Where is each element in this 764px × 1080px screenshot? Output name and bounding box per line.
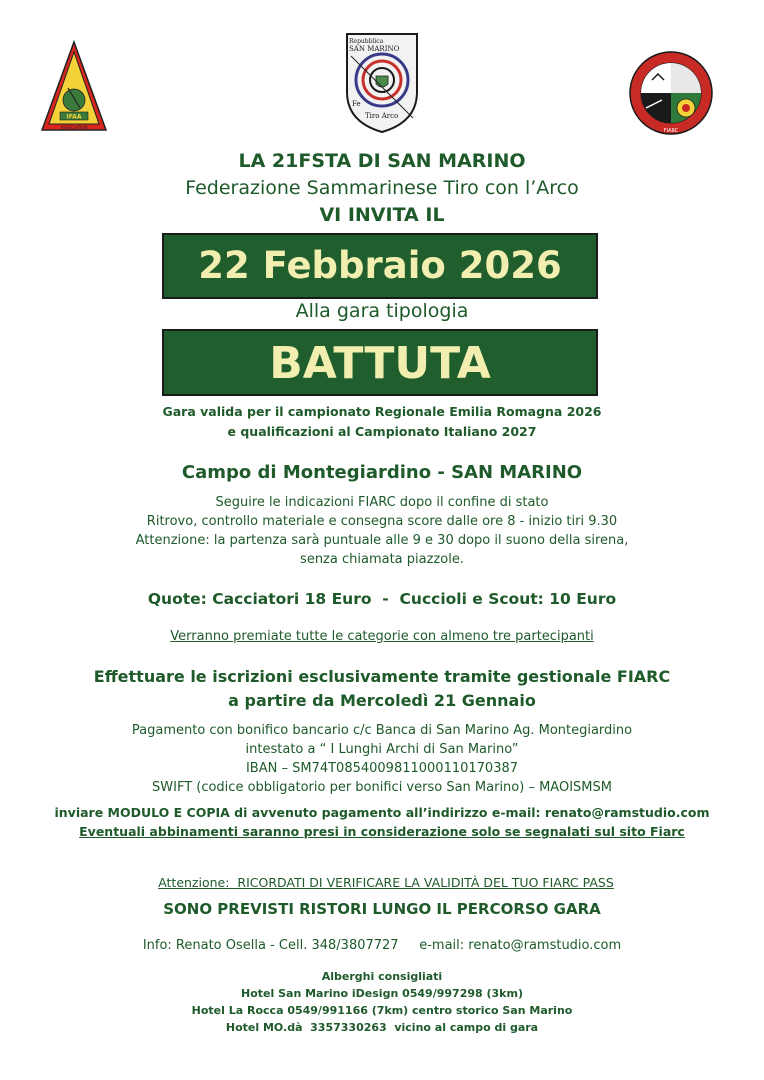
iscrizioni-line-2: a partire da Mercoledì 21 Gennaio	[228, 691, 536, 710]
svg-text:SAN MARINO: SAN MARINO	[349, 45, 400, 53]
svg-text:IFAA: IFAA	[66, 113, 82, 121]
header-line-1: LA 21FSTA DI SAN MARINO	[238, 150, 526, 172]
date-banner	[162, 233, 598, 299]
fiarc-logo	[628, 50, 714, 136]
san-marino-archery-logo	[343, 30, 421, 134]
svg-text:Fe: Fe	[352, 100, 361, 108]
hotel-line-2: Hotel La Rocca 0549/991166 (7km) centro storico San Marino	[191, 1004, 573, 1017]
gara-tipologia: Alla gara tipologia	[295, 300, 469, 322]
location-line-1: Seguire le indicazioni FIARC dopo il confine di stato	[215, 495, 549, 510]
location-line-4: senza chiamata piazzole.	[300, 552, 464, 567]
alberghi-title: Alberghi consigliati	[321, 970, 443, 983]
svg-text:Tiro Arco: Tiro Arco	[365, 112, 399, 120]
pagamento-line-1: Pagamento con bonifico bancario c/c Banca di San Marino Ag. Montegiardino	[131, 723, 633, 738]
validity-line-1: Gara valida per il campionato Regionale Emilia Romagna 2026	[162, 404, 602, 419]
abbinamenti-text: Eventuali abbinamenti saranno presi in considerazione solo se segnalati sul sito Fiarc	[79, 824, 685, 839]
quote-line: Quote: Cacciatori 18 Euro - Cuccioli e Scout: 10 Euro	[147, 590, 617, 608]
location-line-3: Attenzione: la partenza sarà puntuale alle 9 e 30 dopo il suono della sirena,	[135, 533, 629, 548]
svg-text:ASSOCIATION: ASSOCIATION	[60, 125, 88, 130]
iban-line: IBAN – SM74T0854009811000110170387	[245, 761, 519, 776]
premiate-text: Verranno premiate tutte le categorie con almeno tre partecipanti	[170, 629, 594, 644]
pagamento-line-2: intestato a “ I Lunghi Archi di San Marino”	[245, 742, 519, 757]
attenzione-line	[0, 860, 764, 890]
svg-text:FIARC: FIARC	[663, 128, 679, 134]
ifaa-logo	[38, 38, 110, 138]
location-line-2: Ritrovo, controllo materiale e consegna score dalle ore 8 - inizio tiri 9.30	[146, 514, 618, 529]
iscrizioni-line-1: Effettuare le iscrizioni esclusivamente tramite gestionale FIARC	[93, 667, 671, 686]
hotel-line-1: Hotel San Marino iDesign 0549/997298 (3km)	[241, 987, 523, 1000]
location-title: Campo di Montegiardino - SAN MARINO	[181, 462, 583, 483]
header-line-3: VI INVITA IL	[319, 204, 445, 226]
type-banner	[162, 329, 598, 396]
ristori-line: SONO PREVISTI RISTORI LUNGO IL PERCORSO GARA	[163, 900, 601, 918]
header-line-2: Federazione Sammarinese Tiro con l’Arco	[185, 177, 579, 199]
type-banner-text: BATTUTA	[269, 338, 491, 389]
date-banner-text: 22 Febbraio 2026	[198, 244, 562, 287]
inviare-line-1: inviare MODULO E COPIA di avvenuto pagamento all’indirizzo e-mail: renato@ramstudio.com	[54, 805, 710, 820]
validity-line-2: e qualificazioni al Campionato Italiano 2027	[227, 424, 537, 439]
swift-line: SWIFT (codice obbligatorio per bonifici verso San Marino) – MAOISMSM	[152, 780, 612, 795]
svg-text:Repubblica: Repubblica	[349, 38, 384, 45]
hotel-line-3: Hotel MO.dà 3357330263 vicino al campo di gara	[225, 1021, 539, 1034]
inviare-line-2	[0, 824, 764, 839]
info-line: Info: Renato Osella - Cell. 348/3807727 e-mail: renato@ramstudio.com	[142, 938, 622, 953]
premiate-line	[0, 629, 764, 644]
attenzione-text: Attenzione: RICORDATI DI VERIFICARE LA VALIDITÀ DEL TUO FIARC PASS	[158, 875, 614, 890]
